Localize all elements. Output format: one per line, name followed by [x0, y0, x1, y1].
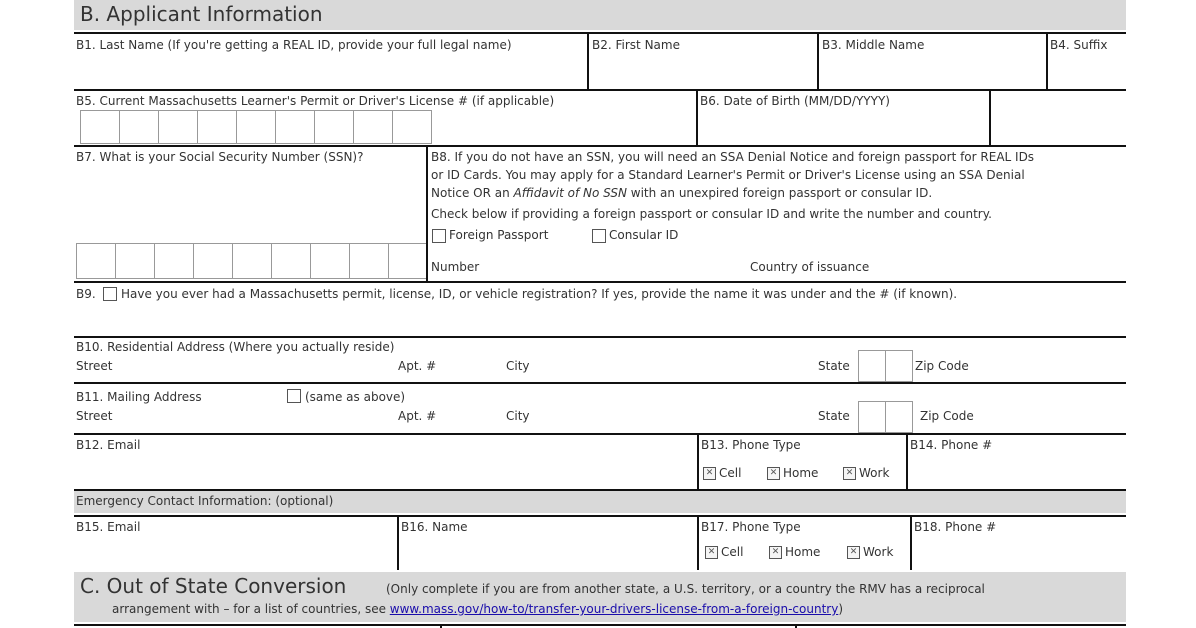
- divider: [74, 336, 1126, 338]
- same-as-above-checkbox[interactable]: [287, 389, 301, 403]
- b8-text-line3: Notice OR an Affidavit of No SSN with an unexpired foreign passport or consular ID.: [431, 186, 933, 200]
- b11-label: B11. Mailing Address: [76, 390, 202, 404]
- street-label: Street: [76, 359, 113, 373]
- zip-label: Zip Code: [920, 409, 974, 423]
- b3-label: B3. Middle Name: [822, 38, 925, 52]
- last-name-field[interactable]: [78, 54, 583, 86]
- mailing-state-boxes[interactable]: [858, 401, 913, 433]
- divider: [817, 32, 819, 89]
- b14-label: B14. Phone #: [910, 438, 993, 452]
- country-label: Country of issuance: [750, 260, 870, 274]
- previous-name-field[interactable]: [78, 304, 1118, 332]
- b7-label: B7. What is your Social Security Number (SSN)?: [76, 150, 364, 164]
- divider: [74, 89, 1126, 91]
- divider: [1046, 32, 1048, 89]
- state-label: State: [818, 409, 850, 423]
- suffix-field[interactable]: [1050, 54, 1122, 86]
- b1-label: B1. Last Name (If you're getting a REAL ID, provide your full legal name): [76, 38, 512, 52]
- residential-state-boxes[interactable]: [858, 350, 913, 382]
- apt-label: Apt. #: [398, 409, 437, 423]
- divider: [74, 32, 1126, 34]
- state-label: State: [818, 359, 850, 373]
- divider: [426, 145, 428, 281]
- city-label: City: [506, 359, 530, 373]
- b9-label: Have you ever had a Massachusetts permit, license, ID, or vehicle registration? If yes, provide the name it was under and the # (if known).: [121, 287, 958, 301]
- divider: [74, 515, 1126, 517]
- section-c-note-line1: (Only complete if you are from another state, a U.S. territory, or a country the RMV has a reciprocal: [386, 582, 985, 596]
- home-label: Home: [785, 545, 821, 559]
- divider: [910, 515, 912, 570]
- b2-label: B2. First Name: [592, 38, 680, 52]
- divider: [74, 433, 1126, 435]
- divider: [74, 145, 1126, 147]
- b12-label: B12. Email: [76, 438, 141, 452]
- cell-label: Cell: [719, 466, 742, 480]
- b17-label: B17. Phone Type: [701, 520, 801, 534]
- emergency-phone-field[interactable]: [914, 537, 1122, 567]
- emergency-email-field[interactable]: [78, 537, 394, 567]
- divider: [440, 624, 442, 628]
- b5-label: B5. Current Massachusetts Learner's Permit or Driver's License # (if applicable): [76, 94, 555, 108]
- emergency-header-label: Emergency Contact Information: (optional): [76, 494, 334, 508]
- date-of-birth-field[interactable]: [700, 110, 985, 142]
- home-checkbox[interactable]: ✕: [767, 467, 780, 480]
- b16-label: B16. Name: [401, 520, 468, 534]
- work-checkbox[interactable]: ✕: [843, 467, 856, 480]
- b9-prefix: B9.: [76, 287, 96, 301]
- b18-label: B18. Phone #: [914, 520, 997, 534]
- emergency-work-checkbox[interactable]: ✕: [847, 546, 860, 559]
- section-c-title: C. Out of State Conversion: [80, 574, 347, 598]
- cell-checkbox[interactable]: ✕: [703, 467, 716, 480]
- apt-label: Apt. #: [398, 359, 437, 373]
- foreign-passport-label: Foreign Passport: [449, 228, 549, 242]
- emergency-name-field[interactable]: [401, 537, 693, 567]
- section-b-title: B. Applicant Information: [80, 2, 323, 26]
- first-name-field[interactable]: [592, 54, 814, 86]
- divider: [696, 89, 698, 145]
- divider: [397, 515, 399, 570]
- foreign-passport-checkbox[interactable]: [432, 229, 446, 243]
- divider: [989, 89, 991, 145]
- consular-id-label: Consular ID: [609, 228, 679, 242]
- middle-name-field[interactable]: [822, 54, 1042, 86]
- cell-label: Cell: [721, 545, 744, 559]
- b13-label: B13. Phone Type: [701, 438, 801, 452]
- city-label: City: [506, 409, 530, 423]
- license-number-boxes[interactable]: [80, 110, 432, 144]
- b8-text-line1: B8. If you do not have an SSN, you will need an SSA Denial Notice and foreign passport for REAL IDs: [431, 150, 1035, 164]
- b9-checkbox[interactable]: [103, 287, 117, 301]
- transfer-license-link[interactable]: www.mass.gov/how-to/transfer-your-drivers-license-from-a-foreign-country: [389, 602, 839, 616]
- divider: [697, 515, 699, 570]
- b10-label: B10. Residential Address (Where you actually reside): [76, 340, 395, 354]
- b8-check-instructions: Check below if providing a foreign passport or consular ID and write the number and country.: [431, 207, 992, 221]
- divider: [906, 433, 908, 489]
- phone-field[interactable]: [910, 455, 1122, 485]
- b6-label: B6. Date of Birth (MM/DD/YYYY): [700, 94, 890, 108]
- number-label: Number: [431, 260, 480, 274]
- ssn-boxes[interactable]: [76, 243, 428, 279]
- divider: [697, 433, 699, 489]
- email-field[interactable]: [78, 455, 692, 485]
- emergency-cell-checkbox[interactable]: ✕: [705, 546, 718, 559]
- b4-label: B4. Suffix: [1050, 38, 1108, 52]
- divider: [74, 624, 1126, 626]
- work-label: Work: [859, 466, 890, 480]
- street-label: Street: [76, 409, 113, 423]
- consular-id-checkbox[interactable]: [592, 229, 606, 243]
- emergency-home-checkbox[interactable]: ✕: [769, 546, 782, 559]
- zip-label: Zip Code: [915, 359, 969, 373]
- same-as-above-label: (same as above): [305, 390, 406, 404]
- divider: [795, 624, 797, 628]
- section-c-note-line2: arrangement with – for a list of countries, see www.mass.gov/how-to/transfer-your-drivers-license-from-a-foreign-country): [112, 602, 843, 616]
- divider: [74, 382, 1126, 384]
- divider: [587, 32, 589, 89]
- work-label: Work: [863, 545, 894, 559]
- divider: [74, 281, 1126, 283]
- home-label: Home: [783, 466, 819, 480]
- b8-text-line2: or ID Cards. You may apply for a Standard Learner's Permit or Driver's License using an SSA Denial: [431, 168, 1025, 182]
- b15-label: B15. Email: [76, 520, 141, 534]
